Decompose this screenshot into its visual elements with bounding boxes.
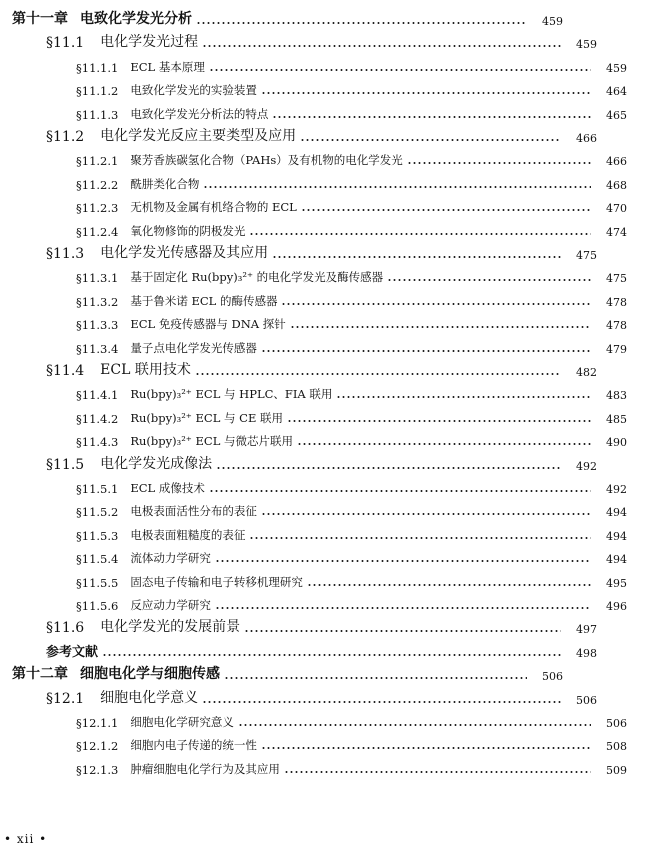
dot-leader [216, 466, 561, 470]
toc-entry-title: ECL 免疫传感器与 DNA 探针 [130, 317, 286, 332]
toc-entry-page: 483 [606, 389, 627, 403]
toc-entry-sub [0, 53, 649, 75]
toc-entry-page: 494 [606, 506, 627, 520]
dot-leader [272, 255, 561, 259]
page-footer: • xii • [4, 832, 48, 846]
toc-entry-title: 电化学发光过程 [100, 34, 199, 51]
toc-entry-number: §11.4 [46, 363, 85, 379]
toc-entry-sub [0, 591, 649, 613]
dot-leader [203, 185, 591, 189]
dot-leader [249, 232, 591, 236]
dot-leader [102, 653, 561, 657]
toc-entry-title: Ru(bpy)₃²⁺ ECL 与 CE 联用 [130, 410, 284, 425]
toc-entry-number: §12.1.3 [76, 762, 119, 777]
dot-leader [290, 325, 591, 329]
dot-leader [300, 138, 561, 142]
toc-entry-sec [0, 685, 619, 707]
dot-leader [281, 302, 591, 306]
toc-entry-title: 电化学发光的发展前景 [100, 619, 241, 636]
toc-entry-page: 509 [606, 763, 627, 777]
toc-entry-page: 464 [606, 85, 627, 99]
toc-entry-page: 482 [576, 366, 597, 379]
toc-entry-title: 电致化学发光分析法的特点 [130, 106, 269, 121]
toc-entry-title: 氧化物修饰的阴极发光 [130, 223, 246, 238]
toc-entry-sub [0, 170, 649, 192]
dot-leader [202, 700, 561, 704]
toc-entry-number: §11.1 [46, 35, 85, 52]
toc-entry-sub [0, 521, 649, 543]
toc-entry-page: 498 [576, 646, 597, 660]
dot-leader [261, 512, 591, 516]
toc-entry-sub [0, 146, 649, 168]
toc-entry-sub [0, 380, 649, 402]
toc-entry-title: 量子点电化学发光传感器 [130, 340, 257, 355]
toc-entry-ch [0, 661, 585, 683]
toc-entry-title: 电极表面粗糙度的表征 [130, 527, 246, 542]
dot-leader [297, 442, 591, 446]
toc-entry-sub [0, 217, 649, 239]
toc-entry-number: 第十一章 [12, 11, 68, 27]
dot-leader [284, 770, 591, 774]
toc-entry-sec [0, 29, 619, 51]
dot-leader [336, 395, 591, 399]
toc-entry-page: 466 [606, 155, 627, 169]
toc-entry-sub [0, 427, 649, 449]
toc-entry-number: §11.4.2 [76, 411, 119, 426]
toc-entry-title: 电化学发光反应主要类型及应用 [100, 128, 297, 144]
toc-entry-title: 电极表面活性分布的表征 [130, 504, 257, 519]
toc-entry-page: 494 [606, 529, 627, 543]
toc-entry-sub [0, 544, 649, 566]
toc-entry-title: 电致化学发光分析 [80, 11, 192, 27]
toc-entry-number: §11.2.2 [76, 177, 119, 192]
toc-entry-number: §12.1 [46, 690, 85, 707]
toc-entry-number: §11.3.1 [76, 271, 119, 286]
dot-leader [301, 208, 591, 212]
dot-leader [209, 68, 591, 72]
toc-entry-title: 细胞电化学与细胞传感 [80, 666, 220, 683]
toc-entry-sec [0, 614, 619, 636]
toc-entry-ch [0, 6, 585, 28]
toc-entry-title: 参考文献 [46, 644, 99, 660]
toc-entry-page: 508 [606, 740, 627, 754]
toc-entry-number: §11.1.3 [76, 107, 119, 122]
toc-entry-page: 495 [606, 576, 627, 590]
toc-entry-page: 492 [576, 459, 597, 473]
toc-entry-number: §11.5.6 [76, 599, 119, 613]
dot-leader [307, 583, 591, 587]
toc-entry-number: §11.5 [46, 456, 85, 473]
toc-entry-title: 酰肼类化合物 [130, 176, 200, 191]
toc-entry-page: 459 [542, 15, 563, 28]
dot-leader [261, 349, 591, 353]
toc-entry-page: 478 [606, 295, 627, 309]
toc-entry-sec [0, 357, 619, 379]
toc-entry-number: §11.2.4 [76, 224, 119, 239]
toc-entry-title: 基于鲁米诺 ECL 的酶传感器 [130, 293, 278, 308]
toc-entry-sub [0, 404, 649, 426]
toc-entry-title: 细胞内电子传递的统一性 [130, 738, 257, 753]
toc-entry-number: §11.3.4 [76, 341, 119, 356]
toc-entry-page: 466 [576, 132, 597, 145]
toc-entry-number: §11.5.2 [76, 505, 119, 520]
toc-entry-title: 细胞电化学研究意义 [130, 715, 234, 729]
dot-leader [195, 372, 561, 376]
toc-entry-title: 细胞电化学意义 [100, 689, 199, 706]
dot-leader [249, 536, 591, 540]
toc-entry-number: §11.3 [46, 246, 85, 262]
dot-leader [387, 278, 591, 282]
toc-entry-ref [0, 638, 619, 660]
toc-entry-title: 肿瘤细胞电化学行为及其应用 [130, 761, 280, 776]
toc-entry-title: 电化学发光传感器及其应用 [100, 245, 269, 261]
toc-entry-page: 465 [606, 108, 627, 122]
toc-entry-number: 第十二章 [12, 666, 68, 683]
toc-entry-number: §11.1.2 [76, 84, 119, 99]
dot-leader [407, 161, 591, 165]
toc-entry-title: 基于固定化 Ru(bpy)₃²⁺ 的电化学发光及酶传感器 [130, 270, 384, 285]
toc-entry-page: 470 [606, 202, 627, 216]
toc-entry-number: §11.2.1 [76, 154, 119, 169]
toc-entry-title: ECL 基本原理 [130, 59, 205, 74]
toc-entry-number: §12.1.1 [76, 716, 119, 730]
toc-entry-sub [0, 100, 649, 122]
toc-entry-title: 固态电子传输和电子转移机理研究 [130, 574, 303, 589]
dot-leader [261, 91, 591, 95]
toc-entry-page: 475 [576, 249, 597, 262]
toc-entry-title: Ru(bpy)₃²⁺ ECL 与 HPLC、FIA 联用 [130, 387, 333, 402]
toc-entry-sub [0, 497, 649, 519]
toc-entry-title: 电致化学发光的实验装置 [130, 83, 257, 98]
toc-entry-sub [0, 263, 649, 285]
toc-entry-sub [0, 474, 649, 496]
toc-entry-number: §11.2.3 [76, 201, 119, 216]
dot-leader [215, 606, 591, 610]
toc-entry-page: 468 [606, 178, 627, 192]
dot-leader [215, 559, 591, 563]
toc-entry-page: 506 [542, 670, 563, 684]
toc-entry-page: 459 [576, 38, 597, 52]
toc-entry-sec [0, 451, 619, 473]
dot-leader [272, 115, 591, 119]
toc-entry-number: §11.4.3 [76, 435, 119, 450]
toc-entry-sec [0, 123, 619, 145]
toc-entry-title: Ru(bpy)₃²⁺ ECL 与微芯片联用 [130, 434, 294, 449]
toc-entry-sub [0, 287, 649, 309]
toc-entry-page: 497 [576, 623, 597, 637]
toc-entry-sub [0, 334, 649, 356]
toc-entry-number: §11.2 [46, 129, 85, 145]
toc-entry-page: 506 [576, 693, 597, 707]
dot-leader [196, 21, 527, 25]
toc-entry-title: 电化学发光成像法 [100, 455, 213, 472]
toc-entry-title: 流体动力学研究 [130, 551, 211, 566]
toc-entry-sub [0, 708, 649, 730]
toc-entry-sub [0, 310, 649, 332]
toc-entry-sub [0, 193, 649, 215]
toc-entry-sub [0, 731, 649, 753]
toc-entry-number: §11.5.5 [76, 575, 119, 590]
dot-leader [224, 676, 527, 680]
toc-entry-page: 496 [606, 600, 627, 613]
toc-entry-number: §11.1.1 [76, 60, 119, 75]
toc-entry-page: 474 [606, 225, 627, 239]
toc-entry-title: ECL 成像技术 [130, 481, 205, 495]
toc-entry-number: §12.1.2 [76, 739, 119, 754]
toc-entry-page: 492 [606, 483, 627, 496]
dot-leader [202, 44, 561, 48]
dot-leader [261, 746, 591, 750]
toc-entry-number: §11.3.3 [76, 318, 119, 333]
toc-entry-page: 479 [606, 342, 627, 356]
toc-entry-page: 475 [606, 272, 627, 286]
dot-leader [238, 723, 591, 727]
toc-entry-number: §11.6 [46, 620, 85, 637]
toc-entry-title: 聚芳香族碳氢化合物（PAHs）及有机物的电化学发光 [130, 153, 403, 168]
toc-entry-sub [0, 568, 649, 590]
toc-entry-page: 506 [606, 717, 627, 730]
toc-entry-number: §11.3.2 [76, 294, 119, 309]
toc-entry-number: §11.5.4 [76, 552, 119, 567]
toc-entry-title: 无机物及金属有机络合物的 ECL [130, 200, 297, 215]
toc-entry-page: 478 [606, 319, 627, 333]
toc-entry-page: 494 [606, 553, 627, 567]
dot-leader [287, 419, 591, 423]
toc-entry-sub [0, 755, 649, 777]
toc-entry-title: ECL 联用技术 [100, 362, 191, 378]
toc-entry-number: §11.4.1 [76, 388, 119, 403]
toc-entry-number: §11.5.3 [76, 528, 119, 543]
dot-leader [244, 629, 561, 633]
toc-entry-number: §11.5.1 [76, 482, 119, 496]
toc-entry-page: 485 [606, 412, 627, 426]
toc-entry-sub [0, 76, 649, 98]
toc-entry-page: 490 [606, 436, 627, 450]
dot-leader [209, 489, 591, 493]
toc-entry-title: 反应动力学研究 [130, 598, 211, 612]
toc-entry-sec [0, 240, 619, 262]
toc-entry-page: 459 [606, 61, 627, 75]
